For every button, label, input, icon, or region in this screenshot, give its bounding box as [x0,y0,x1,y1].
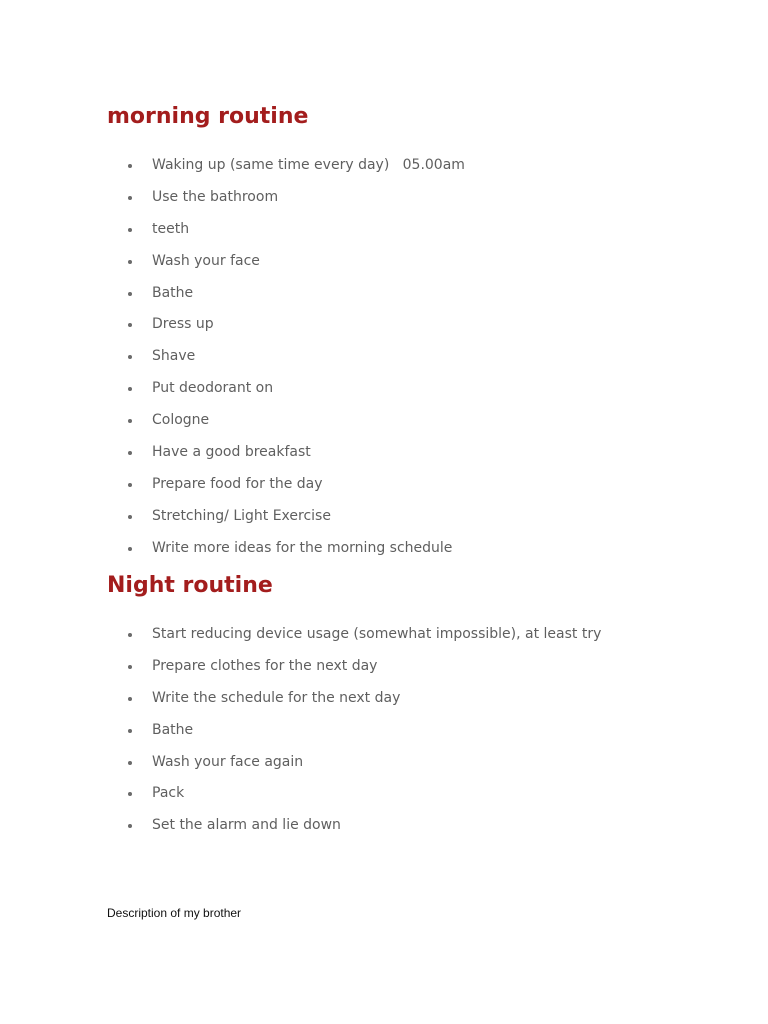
bullet-icon [128,164,132,168]
list-item-text: Bathe [152,721,194,738]
list-item [0,442,465,474]
bullet-icon [128,355,132,359]
bullet-icon [128,323,132,327]
list-item-text: Write the schedule for the next day [152,689,401,706]
list-item [0,251,465,283]
list-item [0,506,465,538]
list-item-text: Cologne [152,412,210,429]
bullet-icon [128,483,132,487]
bullet-icon [128,228,132,232]
bullet-icon [128,196,132,200]
list-item-text: Use the bathroom [152,188,279,205]
list-item-text: Bathe [152,284,194,301]
bullet-icon [128,792,132,796]
bullet-icon [128,665,132,669]
bullet-icon [128,260,132,264]
list-item [0,624,601,656]
list-item [0,314,465,346]
list-item-text: Start reducing device usage (somewhat impossible), at least try [152,626,602,642]
list-item-text: Prepare food for the day [152,475,323,492]
list-item-text: Prepare clothes for the next day [152,657,378,674]
list-item [0,283,465,315]
list-item-text: Dress up [152,316,214,333]
bullet-icon [128,761,132,765]
list-item-text: teeth [152,220,190,237]
bullet-icon [128,451,132,455]
footer-paragraph: Description of my brother [107,906,242,920]
night-routine-heading: Night routine [107,573,273,598]
list-item [0,187,465,219]
list-item-text: Shave [152,348,196,365]
list-item [0,474,465,506]
list-item [0,688,601,720]
list-item-text: Stretching/ Light Exercise [152,507,331,524]
list-item [0,656,601,688]
bullet-icon [128,547,132,551]
bullet-icon [128,824,132,828]
bullet-icon [128,387,132,391]
list-item [0,346,465,378]
list-item-text: Put deodorant on [152,380,274,397]
list-item [0,752,601,784]
list-item-text: Have a good breakfast [152,444,311,461]
list-item-text: Wash your face again [152,753,304,770]
bullet-icon [128,515,132,519]
list-item [0,219,465,251]
morning-routine-heading: morning routine [107,104,309,129]
bullet-icon [128,729,132,733]
list-item [0,720,601,752]
night-routine-list [0,624,601,847]
list-item [0,815,601,847]
bullet-icon [128,633,132,637]
bullet-icon [128,292,132,296]
list-item-text: Wash your face [152,252,260,269]
list-item-text: Waking up (same time every day) 05.00am [152,157,465,173]
list-item [0,378,465,410]
bullet-icon [128,419,132,423]
morning-routine-list [0,155,465,570]
list-item-text: Pack [152,785,185,802]
list-item-text: Set the alarm and lie down [152,817,341,834]
bullet-icon [128,697,132,701]
list-item [0,538,465,570]
list-item [0,155,465,187]
list-item [0,783,601,815]
list-item-text: Write more ideas for the morning schedule [152,539,453,556]
list-item [0,410,465,442]
